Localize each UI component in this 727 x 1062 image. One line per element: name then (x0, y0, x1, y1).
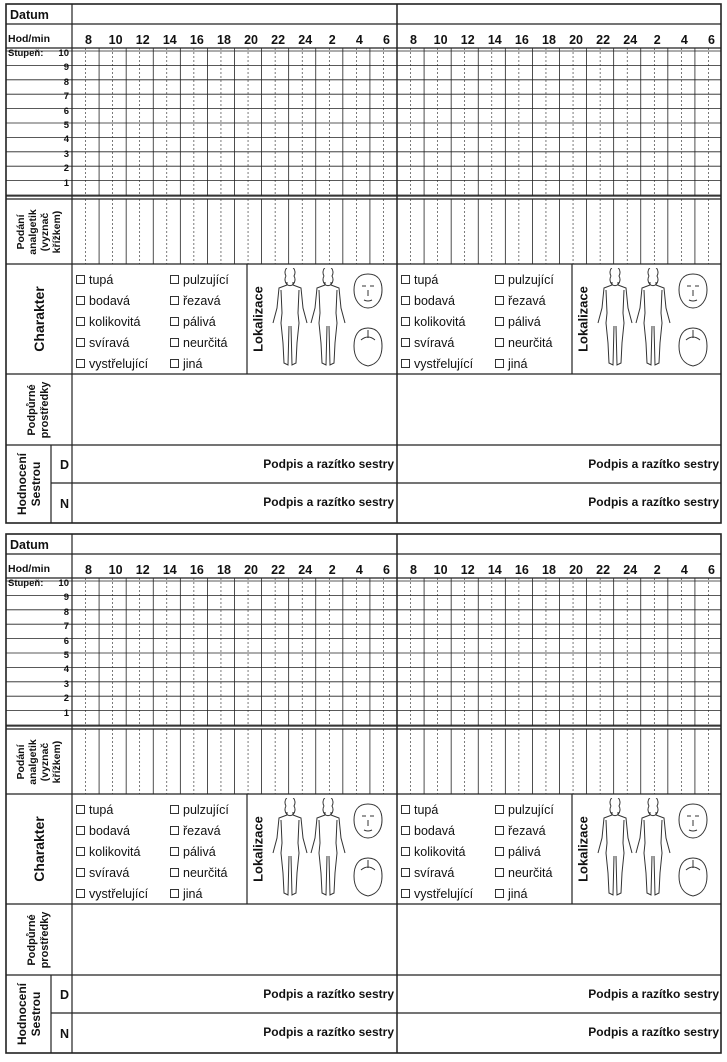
section-1-podpurne-label (26, 381, 52, 438)
section-2-charakter-label: Charakter (31, 816, 47, 882)
option-label: tupá (414, 273, 439, 287)
section-2-signature-night: Podpis a razítko sestry (263, 1025, 394, 1039)
section-2-hodmin-label: Hod/min (8, 563, 50, 575)
section-1-hour-label: 2 (653, 33, 661, 47)
section-1-option-checkbox[interactable] (495, 273, 554, 287)
section-2-hour-label: 2 (653, 563, 661, 577)
option-label: kolikovitá (414, 845, 466, 859)
option-label: svíravá (89, 336, 130, 350)
section-1-option-checkbox[interactable] (170, 273, 229, 287)
section-1-degree-label: 9 (63, 62, 69, 74)
section-1-option-checkbox[interactable] (76, 294, 130, 308)
section-1-hour-label: 4 (680, 33, 688, 47)
section-2-degree-label: 9 (63, 592, 69, 604)
checkbox-icon[interactable] (170, 338, 179, 347)
checkbox-icon[interactable] (401, 889, 410, 898)
option-label: kolikovitá (89, 845, 141, 859)
section-1-hour-label: 6 (382, 33, 390, 47)
option-label: jiná (508, 887, 528, 901)
section-1-option-checkbox[interactable] (401, 336, 454, 350)
analgetik-label-line: (vyznač (39, 212, 51, 251)
section-2-option-checkbox[interactable] (495, 845, 541, 859)
option-label: bodavá (414, 294, 456, 308)
section-2-option-checkbox[interactable] (76, 866, 129, 880)
section-2-hour-label: 16 (514, 563, 529, 577)
checkbox-icon[interactable] (170, 317, 179, 326)
section-2-degree-label: 2 (63, 693, 69, 705)
section-2-hodnoceni-label (15, 983, 43, 1045)
section-2-hour-label: 4 (680, 563, 688, 577)
checkbox-icon[interactable] (170, 296, 179, 305)
checkbox-icon[interactable] (495, 826, 504, 835)
section-2-hour-label: 6 (382, 563, 390, 577)
body-front-icon-torso-legs (281, 290, 299, 365)
section-1-hour-label: 12 (135, 33, 150, 47)
checkbox-icon[interactable] (401, 826, 410, 835)
section-2-hour-label: 18 (217, 563, 231, 577)
section-1-hour-label: 8 (85, 33, 93, 47)
podpurne-label-line: Podpůrné (26, 913, 38, 966)
section-1-hour-label: 22 (271, 33, 286, 47)
option-label: pulzující (508, 803, 554, 817)
checkbox-icon[interactable] (495, 868, 504, 877)
checkbox-icon[interactable] (401, 317, 410, 326)
section-1-degree-label: 7 (63, 91, 69, 103)
option-label: neurčitá (183, 866, 228, 880)
section-2-hour-label: 20 (569, 563, 583, 577)
section-1-option-checkbox[interactable] (495, 357, 527, 371)
section-2-hour-label: 12 (135, 563, 150, 577)
section-2-signature-night: Podpis a razítko sestry (588, 1025, 719, 1039)
option-label: vystřelující (89, 887, 149, 901)
section-1-hour-label: 18 (542, 33, 556, 47)
section-2-datum-label: Datum (10, 538, 49, 552)
checkbox-icon[interactable] (495, 317, 504, 326)
body-front-icon-arms (273, 812, 307, 853)
section-1-hour-label: 20 (244, 33, 258, 47)
section-2-signature-day: Podpis a razítko sestry (588, 987, 719, 1001)
option-label: neurčitá (508, 336, 553, 350)
analgetik-label-line: křížkem) (51, 210, 63, 253)
head-back-icon (354, 858, 382, 896)
section-1-hour-label: 14 (162, 33, 177, 47)
section-1-charakter-label: Charakter (31, 286, 47, 352)
section-2-signature-day: Podpis a razítko sestry (263, 987, 394, 1001)
body-front-icon-arms (598, 282, 632, 323)
section-1-option-checkbox[interactable] (170, 336, 227, 350)
section-1-hour-label: 12 (460, 33, 475, 47)
checkbox-icon[interactable] (495, 296, 504, 305)
section-2-degree-label: 5 (63, 650, 69, 661)
section-1-hour-label: 18 (217, 33, 231, 47)
option-label: tupá (89, 273, 114, 287)
option-label: svíravá (414, 336, 455, 350)
checkbox-icon[interactable] (495, 359, 504, 368)
section-1-option-checkbox[interactable] (76, 336, 129, 350)
face-icon (354, 804, 382, 838)
checkbox-icon[interactable] (401, 868, 410, 877)
section-2-hour-label: 2 (328, 563, 336, 577)
checkbox-icon[interactable] (495, 338, 504, 347)
section-2-option-checkbox[interactable] (170, 824, 221, 838)
section-1-body-map-icon[interactable] (268, 268, 393, 372)
section-1-option-checkbox[interactable] (495, 294, 546, 308)
section-2-option-checkbox[interactable] (170, 803, 229, 817)
option-label: jiná (508, 357, 528, 371)
section-1-hour-label: 24 (623, 33, 638, 47)
option-label: vystřelující (414, 887, 474, 901)
checkbox-icon[interactable] (495, 805, 504, 814)
checkbox-icon[interactable] (401, 338, 410, 347)
body-back-icon-torso-legs (644, 820, 662, 895)
section-2-grid-lines (0, 532, 727, 1062)
analgetik-label-line: analgetik (27, 208, 39, 255)
section-2-hour-label: 20 (244, 563, 258, 577)
podpurne-label-line: prostředky (39, 911, 51, 968)
podpurne-label-line: Podpůrné (26, 383, 38, 436)
section-2-option-checkbox[interactable] (495, 866, 552, 880)
body-front-icon-torso-legs (281, 820, 299, 895)
section-1-option-checkbox[interactable] (76, 357, 148, 371)
section-1-option-checkbox[interactable] (76, 315, 140, 329)
section-1-hour-label: 20 (569, 33, 583, 47)
checkbox-icon[interactable] (76, 338, 85, 347)
section-2-degree-label: 8 (63, 606, 69, 618)
body-back-icon-arms (311, 812, 345, 853)
checkbox-icon[interactable] (495, 889, 504, 898)
option-label: neurčitá (183, 336, 228, 350)
face-icon (679, 274, 707, 308)
section-2-option-checkbox[interactable] (76, 887, 148, 901)
section-1-degree-label: 6 (63, 105, 69, 117)
section-1-grid-lines (0, 2, 727, 532)
body-back-icon-torso-legs (319, 820, 337, 895)
checkbox-icon[interactable] (401, 359, 410, 368)
section-1-hour-label: 10 (433, 33, 448, 47)
hodnoceni-label-line: Sestrou (29, 991, 43, 1037)
section-1-option-checkbox[interactable] (401, 273, 438, 287)
section-1-option-checkbox[interactable] (495, 336, 552, 350)
section-1-datum-label: Datum (10, 8, 49, 22)
body-back-icon-torso-legs (319, 290, 337, 365)
section-2-hour-label: 10 (433, 563, 448, 577)
section-1-night-label: N (60, 497, 70, 511)
checkbox-icon[interactable] (495, 847, 504, 856)
section-2-option-checkbox[interactable] (401, 866, 454, 880)
section-1-hodnoceni-label (15, 453, 43, 515)
section-1-hour-label: 2 (328, 33, 336, 47)
section-1-hour-label: 22 (596, 33, 611, 47)
section-1-option-checkbox[interactable] (401, 294, 455, 308)
section-2-hour-label: 24 (298, 563, 313, 577)
hodnoceni-label-line: Hodnocení (15, 983, 29, 1045)
option-label: jiná (183, 887, 203, 901)
section-1-hour-label: 16 (189, 33, 204, 47)
option-label: vystřelující (414, 357, 474, 371)
analgetik-label-line: (vyznač (39, 742, 51, 781)
section-1-option-checkbox[interactable] (170, 294, 221, 308)
hodnoceni-label-line: Sestrou (29, 461, 43, 507)
checkbox-icon[interactable] (401, 805, 410, 814)
body-back-icon-torso-legs (644, 290, 662, 365)
checkbox-icon[interactable] (76, 275, 85, 284)
analgetik-label-line: analgetik (27, 738, 39, 785)
option-label: pálivá (183, 845, 216, 859)
section-2-body-map-icon[interactable] (593, 798, 718, 902)
section-1-option-checkbox[interactable] (495, 315, 541, 329)
section-2-body-map-icon[interactable] (268, 798, 393, 902)
section-2-hour-label: 10 (108, 563, 123, 577)
head-back-icon (679, 858, 707, 896)
section-2-hour-label: 4 (355, 563, 363, 577)
option-label: pálivá (508, 845, 541, 859)
option-label: pulzující (508, 273, 554, 287)
option-label: řezavá (508, 824, 546, 838)
section-1-signature-night: Podpis a razítko sestry (263, 495, 394, 509)
section-2-hour-label: 22 (596, 563, 611, 577)
section-2-option-checkbox[interactable] (401, 803, 438, 817)
section-1-option-checkbox[interactable] (401, 357, 473, 371)
option-label: řezavá (508, 294, 546, 308)
section-2-option-checkbox[interactable] (495, 803, 554, 817)
section-2-lokalizace-label: Lokalizace (575, 816, 591, 882)
checkbox-icon[interactable] (76, 805, 85, 814)
checkbox-icon[interactable] (76, 296, 85, 305)
section-2-option-checkbox[interactable] (76, 845, 140, 859)
section-2-hour-label: 8 (85, 563, 93, 577)
body-front-icon-arms (598, 812, 632, 853)
checkbox-icon[interactable] (170, 805, 179, 814)
option-label: bodavá (414, 824, 456, 838)
section-1-hour-label: 8 (410, 33, 418, 47)
podpurne-label-line: prostředky (39, 381, 51, 438)
section-2-hour-label: 6 (707, 563, 715, 577)
option-label: bodavá (89, 294, 131, 308)
section-1-degree-label: 5 (63, 120, 69, 131)
section-1-degree-label: 1 (63, 177, 69, 189)
body-front-icon-arms (273, 282, 307, 323)
section-2-degree-label: 1 (63, 707, 69, 719)
checkbox-icon[interactable] (170, 826, 179, 835)
section-1-day-label: D (60, 458, 70, 472)
section-2-option-checkbox[interactable] (170, 866, 227, 880)
checkbox-icon[interactable] (170, 359, 179, 368)
checkbox-icon[interactable] (76, 889, 85, 898)
section-2-option-checkbox[interactable] (76, 803, 113, 817)
section-2-hour-label: 16 (189, 563, 204, 577)
checkbox-icon[interactable] (76, 317, 85, 326)
section-2-hour-label: 12 (460, 563, 475, 577)
option-label: tupá (414, 803, 439, 817)
section-1-hodmin-label: Hod/min (8, 33, 50, 45)
section-2-option-checkbox[interactable] (170, 845, 216, 859)
section-2-option-checkbox[interactable] (170, 887, 202, 901)
option-label: kolikovitá (414, 315, 466, 329)
option-label: řezavá (183, 294, 221, 308)
section-1-hour-label: 4 (355, 33, 363, 47)
section-2-degree-label: 10 (58, 578, 69, 589)
section-2-option-checkbox[interactable] (495, 887, 527, 901)
analgetik-label-line: Podání (15, 744, 27, 780)
section-2-option-checkbox[interactable] (401, 887, 473, 901)
option-label: bodavá (89, 824, 131, 838)
checkbox-icon[interactable] (495, 275, 504, 284)
section-2-degree-label: 7 (63, 621, 69, 633)
section-1-degree-label: 10 (58, 48, 69, 59)
checkbox-icon[interactable] (76, 826, 85, 835)
checkbox-icon[interactable] (170, 275, 179, 284)
section-1-hour-label: 14 (487, 33, 502, 47)
section-1-degree-label: 8 (63, 76, 69, 88)
section-2-option-checkbox[interactable] (401, 824, 455, 838)
face-icon (679, 804, 707, 838)
face-icon (354, 274, 382, 308)
section-1-option-checkbox[interactable] (76, 273, 113, 287)
checkbox-icon[interactable] (170, 889, 179, 898)
option-label: jiná (183, 357, 203, 371)
head-back-icon (679, 328, 707, 366)
option-label: svíravá (89, 866, 130, 880)
option-label: tupá (89, 803, 114, 817)
hodnoceni-label-line: Hodnocení (15, 453, 29, 515)
option-label: pálivá (508, 315, 541, 329)
section-1-lokalizace-label: Lokalizace (575, 286, 591, 352)
section-2-stupen-label: Stupeň: (8, 578, 44, 589)
option-label: pulzující (183, 803, 229, 817)
section-1-option-checkbox[interactable] (170, 357, 202, 371)
section-1-analgetik-label (15, 209, 63, 255)
section-2-hour-label: 8 (410, 563, 418, 577)
option-label: pálivá (183, 315, 216, 329)
section-1-degree-label: 3 (63, 148, 69, 160)
checkbox-icon[interactable] (401, 847, 410, 856)
section-1-signature-night: Podpis a razítko sestry (588, 495, 719, 509)
checkbox-icon[interactable] (401, 296, 410, 305)
checkbox-icon[interactable] (401, 275, 410, 284)
section-1-lokalizace-label: Lokalizace (250, 286, 266, 352)
checkbox-icon[interactable] (76, 847, 85, 856)
section-2-night-label: N (60, 1027, 70, 1041)
section-1-hour-label: 6 (707, 33, 715, 47)
section-2-hour-label: 14 (162, 563, 177, 577)
section-1-hour-label: 24 (298, 33, 313, 47)
option-label: vystřelující (89, 357, 149, 371)
checkbox-icon[interactable] (76, 868, 85, 877)
section-2-hour-label: 22 (271, 563, 286, 577)
section-1-hour-label: 16 (514, 33, 529, 47)
section-2-hour-label: 14 (487, 563, 502, 577)
section-1-option-checkbox[interactable] (170, 315, 216, 329)
option-label: svíravá (414, 866, 455, 880)
section-1-option-checkbox[interactable] (401, 315, 465, 329)
analgetik-label-line: křížkem) (51, 740, 63, 783)
section-2-hour-label: 18 (542, 563, 556, 577)
section-1-degree-label: 2 (63, 163, 69, 175)
section-2-option-checkbox[interactable] (76, 824, 130, 838)
option-label: neurčitá (508, 866, 553, 880)
body-front-icon-torso-legs (606, 820, 624, 895)
section-1-degree-label: 4 (63, 134, 69, 146)
section-1-body-map-icon[interactable] (593, 268, 718, 372)
analgetik-label-line: Podání (15, 214, 27, 250)
section-2-degree-label: 6 (63, 635, 69, 647)
checkbox-icon[interactable] (170, 847, 179, 856)
section-2-degree-label: 3 (63, 678, 69, 690)
section-2-option-checkbox[interactable] (401, 845, 465, 859)
body-back-icon-arms (636, 282, 670, 323)
section-1-stupen-label: Stupeň: (8, 48, 44, 59)
option-label: kolikovitá (89, 315, 141, 329)
section-1-signature-day: Podpis a razítko sestry (263, 457, 394, 471)
body-back-icon-arms (311, 282, 345, 323)
section-1-hour-label: 10 (108, 33, 123, 47)
option-label: řezavá (183, 824, 221, 838)
checkbox-icon[interactable] (170, 868, 179, 877)
section-2-option-checkbox[interactable] (495, 824, 546, 838)
body-back-icon-arms (636, 812, 670, 853)
option-label: pulzující (183, 273, 229, 287)
section-2-day-label: D (60, 988, 70, 1002)
section-2-hour-label: 24 (623, 563, 638, 577)
body-front-icon-torso-legs (606, 290, 624, 365)
section-2-podpurne-label (26, 911, 52, 968)
section-1-signature-day: Podpis a razítko sestry (588, 457, 719, 471)
section-2-lokalizace-label: Lokalizace (250, 816, 266, 882)
section-2-degree-label: 4 (63, 664, 69, 676)
checkbox-icon[interactable] (76, 359, 85, 368)
section-2-analgetik-label (15, 739, 63, 785)
head-back-icon (354, 328, 382, 366)
